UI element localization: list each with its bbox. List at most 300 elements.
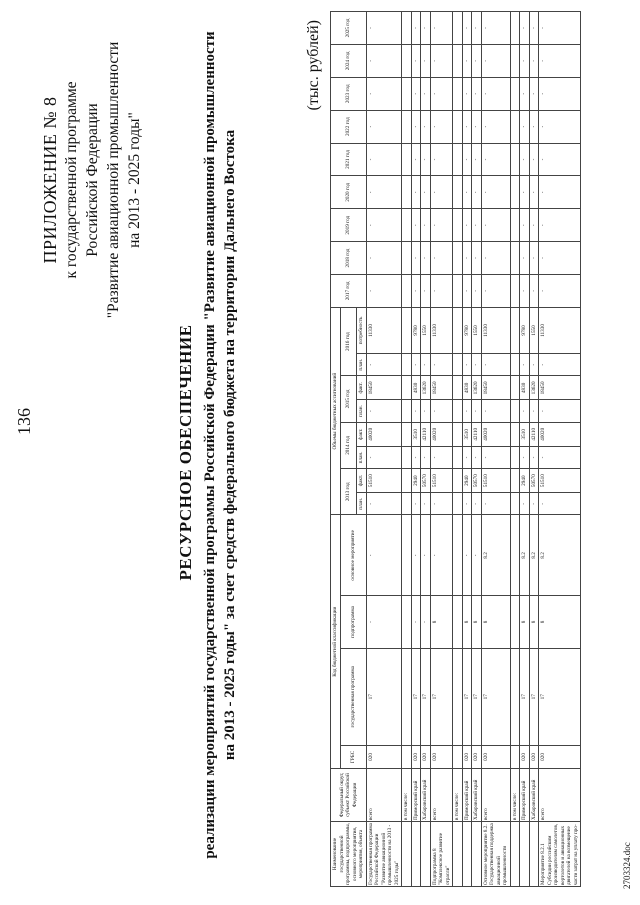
col-header-2025: 2025 год (331, 12, 367, 45)
cell-pp: 8 (462, 596, 472, 648)
col-header-2019: 2019 год (331, 209, 367, 242)
col-header-subject: Федеральный округ, субъект Российской Федерации (331, 769, 367, 822)
subtitle-line: на 2013 - 2025 годы" за счет средств федерального бюджета на территории Дальнего Востока (222, 129, 238, 761)
cell-y18: - (520, 242, 530, 275)
col-header-grbs: ГРБС (340, 745, 366, 768)
cell-f15: 18450 (539, 376, 581, 400)
cell-y17: - (472, 274, 482, 307)
cell-y18 (453, 242, 463, 275)
cell-om: 8.2 (529, 515, 539, 596)
cell-p16: - (462, 354, 472, 376)
cell-f13: 50570 (529, 469, 539, 493)
cell-y24: - (366, 44, 402, 77)
cell-y20: - (430, 176, 453, 209)
cell-y19: - (462, 209, 472, 242)
col-header-volume: Объемы бюджетных ассигнований (331, 307, 341, 515)
appendix-line: к государственной программе (63, 81, 80, 279)
cell-name (453, 822, 463, 887)
cell-p13: - (520, 493, 530, 515)
col-header-2016: 2016 год (340, 307, 357, 375)
cell-grbs: 020 (421, 745, 431, 768)
cell-y21: - (421, 143, 431, 176)
cell-om: 8.2 (520, 515, 530, 596)
cell-f15: 13620 (472, 376, 482, 400)
cell-y25: - (529, 12, 539, 45)
cell-name: Подпрограмма 8 "Комплексное развитие отрасли" (430, 822, 453, 887)
cell-y24: - (520, 44, 530, 77)
col-header-plan: план. (357, 493, 367, 515)
resource-table (330, 11, 581, 887)
table-body (366, 12, 581, 887)
col-header-2020: 2020 год (331, 176, 367, 209)
units-note: (тыс. рублей) (305, 20, 322, 111)
cell-gp: 17 (539, 648, 581, 745)
col-header-2013: 2013 год (340, 469, 357, 515)
cell-y23: - (421, 77, 431, 110)
cell-y20 (510, 176, 520, 209)
cell-gp: 17 (411, 648, 421, 745)
col-header-plan: план. (357, 400, 367, 422)
cell-f15: 4830 (520, 376, 530, 400)
table-row (529, 12, 539, 887)
cell-f13: 51510 (539, 469, 581, 493)
cell-pp (510, 596, 520, 648)
col-header-2018: 2018 год (331, 242, 367, 275)
cell-f15 (453, 376, 463, 400)
cell-grbs: 020 (520, 745, 530, 768)
cell-f15: 4830 (411, 376, 421, 400)
cell-y22: - (366, 110, 402, 143)
cell-y24: - (421, 44, 431, 77)
cell-f13: 2940 (462, 469, 472, 493)
cell-y24: - (411, 44, 421, 77)
cell-y19: - (520, 209, 530, 242)
cell-p14: - (462, 446, 472, 468)
cell-y22: - (520, 110, 530, 143)
cell-y23: - (481, 77, 510, 110)
cell-y20: - (366, 176, 402, 209)
cell-y23 (402, 77, 412, 110)
col-header-fact: факт. (357, 422, 367, 446)
cell-gp: 17 (472, 648, 482, 745)
cell-f15: 13620 (529, 376, 539, 400)
cell-f14: 42110 (529, 422, 539, 446)
cell-y25 (453, 12, 463, 45)
cell-y20: - (462, 176, 472, 209)
cell-p16 (453, 354, 463, 376)
cell-y25: - (539, 12, 581, 45)
cell-f14 (453, 422, 463, 446)
cell-p16: - (430, 354, 453, 376)
cell-p13: - (430, 493, 453, 515)
cell-y19: - (411, 209, 421, 242)
cell-y20: - (539, 176, 581, 209)
cell-subject: всего (430, 769, 453, 822)
cell-pp: 8 (529, 596, 539, 648)
cell-y18: - (430, 242, 453, 275)
col-header-fact: факт. (357, 376, 367, 400)
cell-y22 (402, 110, 412, 143)
cell-y19: - (366, 209, 402, 242)
cell-p14: - (421, 446, 431, 468)
cell-y23: - (539, 77, 581, 110)
cell-y17: - (411, 274, 421, 307)
cell-grbs: 020 (481, 745, 510, 768)
cell-p13 (510, 493, 520, 515)
cell-y18: - (529, 242, 539, 275)
cell-om (402, 515, 412, 596)
col-header-2021: 2021 год (331, 143, 367, 176)
cell-y21: - (529, 143, 539, 176)
cell-y19: - (539, 209, 581, 242)
cell-y22: - (481, 110, 510, 143)
cell-p14: - (366, 446, 402, 468)
cell-f13: 2940 (520, 469, 530, 493)
cell-p14: - (481, 446, 510, 468)
table-row (520, 12, 530, 887)
cell-om: 8.2 (481, 515, 510, 596)
cell-y24 (510, 44, 520, 77)
cell-y20: - (520, 176, 530, 209)
cell-name (421, 822, 431, 887)
cell-y25: - (421, 12, 431, 45)
cell-gp: 17 (520, 648, 530, 745)
cell-y20: - (421, 176, 431, 209)
table-row (481, 12, 510, 887)
cell-y17: - (430, 274, 453, 307)
cell-f13: 51510 (430, 469, 453, 493)
cell-n16: 1550 (472, 307, 482, 353)
cell-subject: Приморский край (520, 769, 530, 822)
cell-y21: - (366, 143, 402, 176)
cell-p14: - (411, 446, 421, 468)
cell-y18: - (366, 242, 402, 275)
cell-p13: - (539, 493, 581, 515)
cell-n16: 1550 (529, 307, 539, 353)
cell-n16: 9780 (520, 307, 530, 353)
cell-y22: - (529, 110, 539, 143)
cell-f14: 3510 (520, 422, 530, 446)
cell-f14: 42110 (472, 422, 482, 446)
col-header-2015: 2015 год (340, 376, 357, 422)
cell-y25: - (366, 12, 402, 45)
cell-grbs: 020 (472, 745, 482, 768)
cell-y24: - (529, 44, 539, 77)
cell-om (453, 515, 463, 596)
cell-y23: - (472, 77, 482, 110)
col-header-2017: 2017 год (331, 274, 367, 307)
cell-y21: - (411, 143, 421, 176)
cell-y17: - (421, 274, 431, 307)
cell-gp (453, 648, 463, 745)
cell-f13 (453, 469, 463, 493)
cell-n16: 9780 (462, 307, 472, 353)
cell-p15 (510, 400, 520, 422)
cell-y25: - (520, 12, 530, 45)
cell-y23: - (462, 77, 472, 110)
cell-n16 (510, 307, 520, 353)
cell-gp: 17 (430, 648, 453, 745)
cell-gp (402, 648, 412, 745)
cell-y19: - (529, 209, 539, 242)
cell-name (529, 822, 539, 887)
cell-f14: 3510 (411, 422, 421, 446)
cell-subject: в том числе: (453, 769, 463, 822)
cell-p15: - (481, 400, 510, 422)
cell-subject: Хабаровский край (421, 769, 431, 822)
cell-y20: - (529, 176, 539, 209)
table-row (453, 12, 463, 887)
cell-p13: - (421, 493, 431, 515)
cell-f13: 51510 (481, 469, 510, 493)
cell-name: Основное мероприятие 8.2. Государственная поддержка авиационной промышленности (482, 823, 508, 885)
cell-pp: - (366, 596, 402, 648)
cell-f15: 4830 (462, 376, 472, 400)
cell-y25: - (411, 12, 421, 45)
table-row (472, 12, 482, 887)
cell-gp (510, 648, 520, 745)
cell-p13 (453, 493, 463, 515)
appendix-line: Российской Федерации (84, 103, 101, 257)
cell-p15: - (539, 400, 581, 422)
col-header-2024: 2024 год (331, 44, 367, 77)
cell-y17 (453, 274, 463, 307)
cell-y20: - (481, 176, 510, 209)
cell-grbs: 020 (529, 745, 539, 768)
cell-y21 (402, 143, 412, 176)
cell-gp: 17 (366, 648, 402, 745)
cell-p14: - (529, 446, 539, 468)
cell-y20 (402, 176, 412, 209)
col-header-need: потребность (357, 307, 367, 353)
cell-f14: 42110 (421, 422, 431, 446)
cell-y21: - (481, 143, 510, 176)
cell-y25: - (462, 12, 472, 45)
cell-gp: 17 (421, 648, 431, 745)
cell-p13: - (411, 493, 421, 515)
table-row (366, 12, 402, 887)
cell-subject: в том числе: (510, 769, 520, 822)
cell-p15: - (472, 400, 482, 422)
cell-y22: - (462, 110, 472, 143)
cell-p15: - (421, 400, 431, 422)
cell-y21 (510, 143, 520, 176)
cell-name (510, 822, 520, 887)
cell-name (402, 822, 412, 887)
cell-f13: 50570 (472, 469, 482, 493)
cell-y18: - (462, 242, 472, 275)
cell-y24: - (539, 44, 581, 77)
cell-f15: 13620 (421, 376, 431, 400)
cell-y17: - (520, 274, 530, 307)
cell-f15 (510, 376, 520, 400)
cell-p15: - (411, 400, 421, 422)
cell-y20 (453, 176, 463, 209)
cell-y17: - (539, 274, 581, 307)
col-header-om: основное мероприятие (340, 515, 366, 596)
cell-y25 (510, 12, 520, 45)
cell-om: - (462, 515, 472, 596)
appendix-line: на 2013 - 2025 годы" (126, 112, 143, 248)
cell-y19 (402, 209, 412, 242)
cell-p13: - (529, 493, 539, 515)
cell-y21: - (472, 143, 482, 176)
cell-subject: Приморский край (411, 769, 421, 822)
cell-y25 (402, 12, 412, 45)
cell-p15: - (529, 400, 539, 422)
cell-y23: - (520, 77, 530, 110)
cell-p16: - (520, 354, 530, 376)
cell-y21: - (539, 143, 581, 176)
table-row (462, 12, 472, 887)
cell-y23: - (366, 77, 402, 110)
cell-p16 (402, 354, 412, 376)
cell-y22: - (411, 110, 421, 143)
cell-pp: 8 (430, 596, 453, 648)
col-header-budget-class: Код бюджетной классификации (331, 515, 341, 769)
cell-p15: - (462, 400, 472, 422)
cell-subject: Приморский край (462, 769, 472, 822)
cell-om: - (472, 515, 482, 596)
cell-y20: - (472, 176, 482, 209)
cell-y22: - (472, 110, 482, 143)
cell-y18: - (421, 242, 431, 275)
cell-om: - (421, 515, 431, 596)
cell-f15: 18450 (481, 376, 510, 400)
cell-grbs (510, 745, 520, 768)
cell-p13: - (481, 493, 510, 515)
col-header-fact: факт. (357, 469, 367, 493)
cell-name (411, 822, 421, 887)
cell-f14: 40020 (366, 422, 402, 446)
cell-n16 (402, 307, 412, 353)
cell-pp: - (421, 596, 431, 648)
col-header-2014: 2014 год (340, 422, 357, 468)
cell-y19: - (481, 209, 510, 242)
cell-p13 (402, 493, 412, 515)
col-header-2022: 2022 год (331, 110, 367, 143)
cell-om: 8.2 (539, 515, 581, 596)
cell-gp: 17 (529, 648, 539, 745)
cell-pp: 8 (520, 596, 530, 648)
cell-f13: 50570 (421, 469, 431, 493)
cell-p15 (453, 400, 463, 422)
col-header-gp: государственная программа (340, 648, 366, 745)
cell-y24 (453, 44, 463, 77)
cell-subject: всего (539, 769, 581, 822)
cell-om: - (430, 515, 453, 596)
cell-name (520, 822, 530, 887)
cell-om: - (366, 515, 402, 596)
cell-y18: - (472, 242, 482, 275)
cell-p16: - (421, 354, 431, 376)
cell-om (510, 515, 520, 596)
cell-y22: - (539, 110, 581, 143)
appendix-line: "Развитие авиационной промышленности (105, 41, 122, 319)
cell-f13 (402, 469, 412, 493)
cell-p16 (510, 354, 520, 376)
cell-y24: - (472, 44, 482, 77)
cell-y19: - (472, 209, 482, 242)
cell-f13: 2940 (411, 469, 421, 493)
cell-y21: - (462, 143, 472, 176)
cell-p14: - (430, 446, 453, 468)
table-row (421, 12, 431, 887)
cell-y24: - (462, 44, 472, 77)
cell-n16: 11330 (430, 307, 453, 353)
cell-f14: 40020 (539, 422, 581, 446)
cell-pp: 8 (481, 596, 510, 648)
document-subtitle (200, 25, 240, 865)
cell-subject: в том числе: (402, 769, 412, 822)
table-row (539, 12, 581, 887)
cell-p15: - (366, 400, 402, 422)
cell-n16: 11330 (481, 307, 510, 353)
cell-y19: - (430, 209, 453, 242)
cell-f14: 40020 (481, 422, 510, 446)
cell-grbs: 020 (539, 745, 581, 768)
cell-y17 (402, 274, 412, 307)
cell-pp: 8 (539, 596, 581, 648)
cell-f15: 18450 (366, 376, 402, 400)
page-number: 136 (14, 408, 34, 435)
appendix-block (40, 30, 145, 330)
cell-y20: - (411, 176, 421, 209)
cell-pp: - (411, 596, 421, 648)
cell-y23 (453, 77, 463, 110)
cell-grbs: 020 (430, 745, 453, 768)
cell-y17: - (462, 274, 472, 307)
cell-f14 (510, 422, 520, 446)
cell-n16: 9780 (411, 307, 421, 353)
cell-y17: - (481, 274, 510, 307)
cell-f14 (402, 422, 412, 446)
cell-p16: - (472, 354, 482, 376)
cell-p16: - (539, 354, 581, 376)
cell-p16: - (411, 354, 421, 376)
cell-subject: всего (481, 769, 510, 822)
cell-y24 (402, 44, 412, 77)
cell-p16: - (481, 354, 510, 376)
cell-y18: - (539, 242, 581, 275)
cell-y23: - (430, 77, 453, 110)
cell-y19: - (421, 209, 431, 242)
cell-y19 (510, 209, 520, 242)
cell-n16: 1550 (421, 307, 431, 353)
appendix-heading: ПРИЛОЖЕНИЕ № 8 (40, 96, 60, 264)
col-header-plan: план. (357, 446, 367, 468)
cell-name (472, 822, 482, 887)
cell-p14 (402, 446, 412, 468)
cell-f13 (510, 469, 520, 493)
col-header-plan: план. (357, 354, 367, 376)
cell-f15 (402, 376, 412, 400)
cell-p15: - (520, 400, 530, 422)
cell-p13: - (462, 493, 472, 515)
subtitle-line: реализации мероприятий государственной программы Российской Федерации "Развитие авиационной промышленности (202, 31, 218, 859)
document-title: РЕСУРСНОЕ ОБЕСПЕЧЕНИЕ (176, 324, 195, 581)
cell-y25: - (430, 12, 453, 45)
cell-pp (453, 596, 463, 648)
cell-y22: - (430, 110, 453, 143)
cell-grbs (453, 745, 463, 768)
cell-f14: 3510 (462, 422, 472, 446)
cell-grbs: 020 (411, 745, 421, 768)
cell-y18: - (411, 242, 421, 275)
col-header-name: Наименование государственной программы, подпрограммы, основного мероприятия, мероприятия, объекта (332, 823, 364, 885)
cell-om: - (411, 515, 421, 596)
cell-y21: - (430, 143, 453, 176)
